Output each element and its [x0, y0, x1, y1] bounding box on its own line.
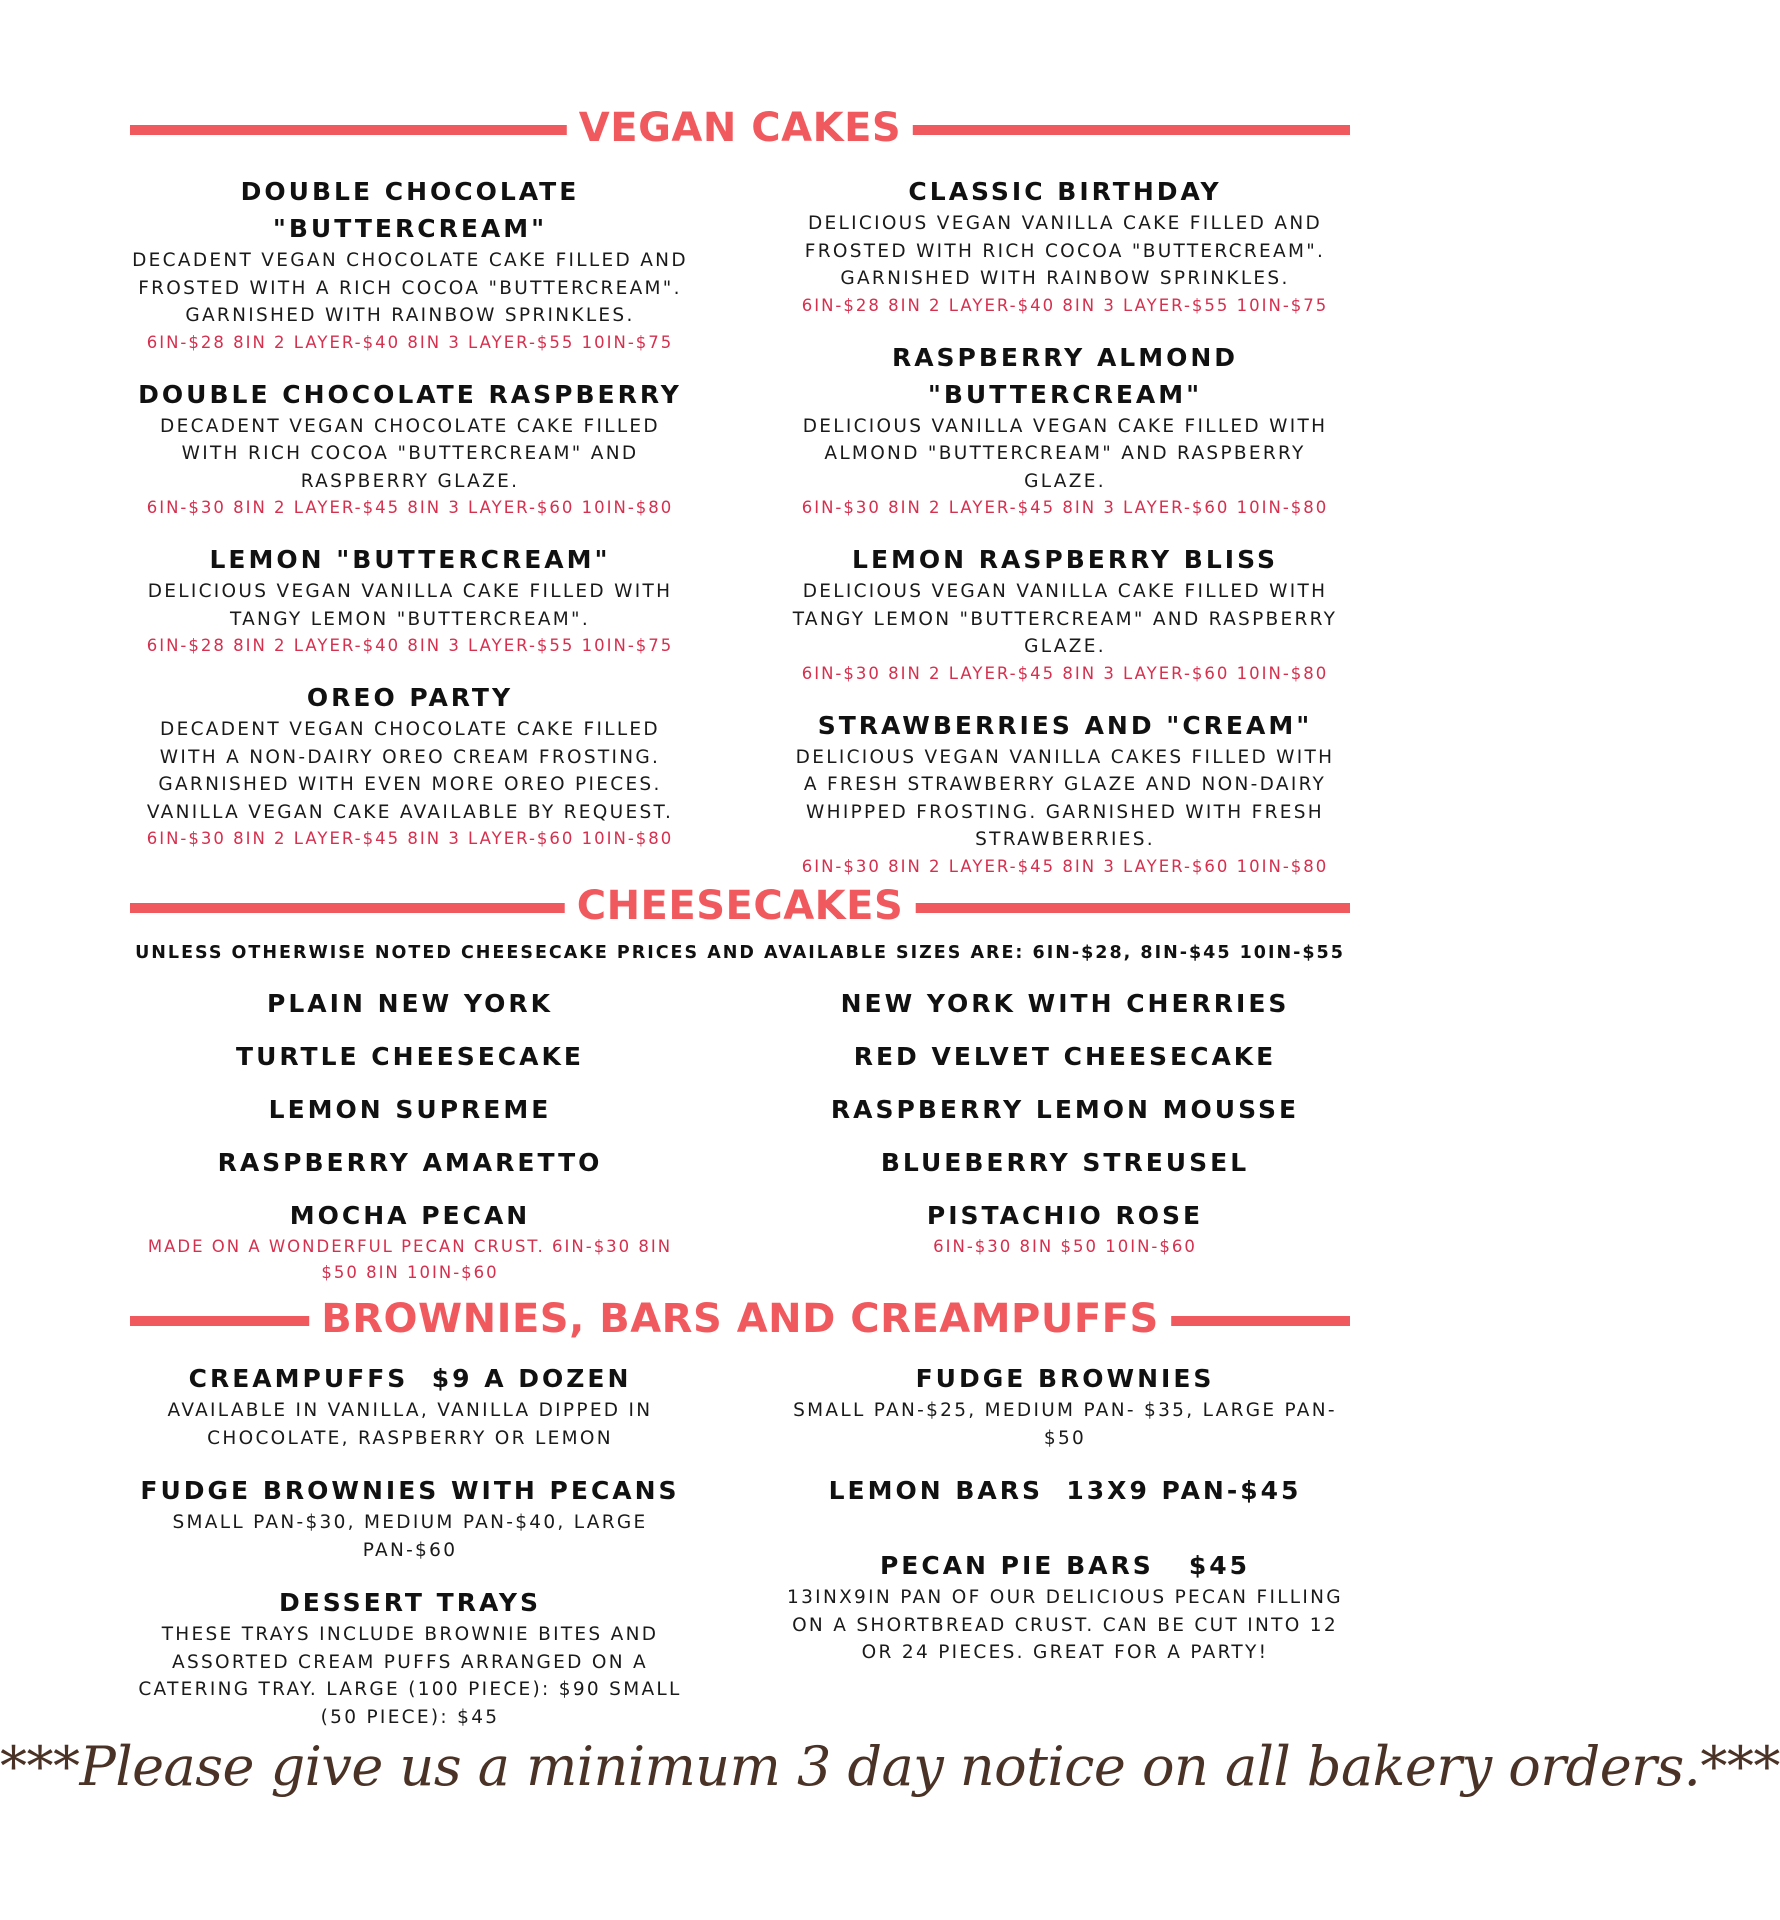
menu-item [785, 1360, 1345, 1452]
menu-item [785, 1547, 1345, 1667]
item-price: 6IN-$28 8IN 2 LAYER-$40 8IN 3 LAYER-$55 10IN-$75 [801, 295, 1329, 315]
item-description: DELICIOUS VEGAN VANILLA CAKE FILLED WITH TANGY LEMON "BUTTERCREAM" AND RASPBERRY GLAZE. [792, 581, 1338, 657]
item-name: PLAIN NEW YORK [267, 989, 553, 1018]
list-item [130, 1038, 690, 1091]
item-name: CLASSIC BIRTHDAY [908, 177, 1222, 206]
item-name: FUDGE BROWNIES [915, 1364, 1215, 1393]
menu-item [130, 1472, 690, 1564]
brownies-right-column [785, 1360, 1345, 1687]
item-name: TURTLE CHEESECAKE [236, 1042, 584, 1071]
item-price: 6IN-$30 8IN $50 10IN-$60 [933, 1237, 1197, 1256]
cheesecakes-right-column [785, 985, 1345, 1260]
item-price: 6IN-$28 8IN 2 LAYER-$40 8IN 3 LAYER-$55 10IN-$75 [146, 332, 674, 352]
list-item [130, 1091, 690, 1144]
brownies-left-column [130, 1360, 690, 1751]
item-description: DECADENT VEGAN CHOCOLATE CAKE FILLED AND FROSTED WITH A RICH COCOA "BUTTERCREAM". GARNISHED WITH RAINBOW SPRINKLES. [132, 250, 688, 326]
item-price: 6IN-$30 8IN 2 LAYER-$45 8IN 3 LAYER-$60 10IN-$80 [801, 498, 1329, 517]
section-header-cheesecakes [130, 876, 1350, 936]
order-notice: ***Please give us a minimum 3 day notice on all bakery orders.*** [0, 1735, 1780, 1798]
item-name: PISTACHIO ROSE [926, 1201, 1204, 1230]
item-price: 6IN-$28 8IN 2 LAYER-$40 8IN 3 LAYER-$55 10IN-$75 [146, 636, 674, 655]
item-name: MOCHA PECAN [289, 1201, 531, 1230]
list-item [130, 1197, 690, 1234]
menu-item [785, 541, 1345, 687]
menu-item [130, 1360, 690, 1452]
list-item [785, 1038, 1345, 1091]
item-description: THESE TRAYS INCLUDE BROWNIE BITES AND ASSORTED CREAM PUFFS ARRANGED ON A CATERING TRAY. LARGE (100 PIECE): $90 SMALL (50 PIECE): $45 [138, 1624, 682, 1728]
item-description: SMALL PAN-$25, MEDIUM PAN- $35, LARGE PAN- $50 [793, 1400, 1337, 1449]
item-name: PECAN PIE BARS $45 [879, 1551, 1251, 1580]
item-price: MADE ON A WONDERFUL PECAN CRUST. 6IN-$30 8IN $50 8IN 10IN-$60 [147, 1237, 673, 1282]
item-name: RASPBERRY AMARETTO [217, 1148, 603, 1177]
vegan-cakes-left-column [130, 173, 690, 872]
item-name: STRAWBERRIES AND "CREAM" [817, 710, 1313, 740]
menu-item [785, 1472, 1345, 1509]
menu-item [130, 173, 690, 356]
item-name: RED VELVET CHEESECAKE [853, 1042, 1277, 1071]
item-price: 6IN-$30 8IN 2 LAYER-$45 8IN 3 LAYER-$60 10IN-$80 [801, 856, 1329, 876]
list-item [130, 1144, 690, 1197]
item-name: OREO PARTY [306, 683, 514, 712]
menu-item [785, 707, 1345, 880]
cheesecake-list [785, 985, 1345, 1234]
menu-item [130, 679, 690, 852]
list-item [785, 1091, 1345, 1144]
section-header-vegan-cakes [130, 98, 1350, 158]
section-title: BROWNIES, BARS AND CREAMPUFFS [309, 1289, 1171, 1349]
list-item [785, 1197, 1345, 1234]
menu-item [130, 541, 690, 659]
item-description: DECADENT VEGAN CHOCOLATE CAKE FILLED WITH A NON-DAIRY OREO CREAM FROSTING. GARNISHED WITH EVEN MORE OREO PIECES. VANILLA VEGAN CAKE AVAILABLE BY REQUEST. [146, 719, 674, 823]
item-description: DELICIOUS VEGAN VANILLA CAKE FILLED AND FROSTED WITH RICH COCOA "BUTTERCREAM". GARNISHED WITH RAINBOW SPRINKLES. [804, 213, 1326, 289]
item-description: AVAILABLE IN VANILLA, VANILLA DIPPED IN CHOCOLATE, RASPBERRY OR LEMON [167, 1400, 653, 1449]
cheesecake-list [130, 985, 690, 1234]
item-description: 13INX9IN PAN OF OUR DELICIOUS PECAN FILLING ON A SHORTBREAD CRUST. CAN BE CUT INTO 12 OR 24 PIECES. GREAT FOR A PARTY! [787, 1587, 1343, 1663]
item-name: RASPBERRY ALMOND "BUTTERCREAM" [891, 342, 1239, 409]
item-name: CREAMPUFFS $9 A DOZEN [188, 1364, 632, 1393]
item-name: RASPBERRY LEMON MOUSSE [830, 1095, 1300, 1124]
item-price: 6IN-$30 8IN 2 LAYER-$45 8IN 3 LAYER-$60 10IN-$80 [146, 829, 674, 848]
item-name: LEMON SUPREME [268, 1095, 552, 1124]
item-price: 6IN-$30 8IN 2 LAYER-$45 8IN 3 LAYER-$60 10IN-$80 [801, 663, 1329, 683]
list-item [785, 985, 1345, 1038]
menu-item [785, 173, 1345, 319]
item-name: DESSERT TRAYS [278, 1588, 542, 1617]
list-item [785, 1144, 1345, 1197]
item-name: LEMON BARS 13X9 PAN-$45 [828, 1476, 1302, 1505]
item-description: DELICIOUS VEGAN VANILLA CAKE FILLED WITH TANGY LEMON "BUTTERCREAM". [147, 581, 673, 630]
item-description: DELICIOUS VANILLA VEGAN CAKE FILLED WITH ALMOND "BUTTERCREAM" AND RASPBERRY GLAZE. [802, 415, 1328, 492]
item-description: SMALL PAN-$30, MEDIUM PAN-$40, LARGE PAN-$60 [172, 1512, 648, 1561]
item-description: DELICIOUS VEGAN VANILLA CAKES FILLED WITH A FRESH STRAWBERRY GLAZE AND NON-DAIRY WHIPPED FROSTING. GARNISHED WITH FRESH STRAWBERRIES. [795, 746, 1335, 850]
cheesecake-pricing-note: UNLESS OTHERWISE NOTED CHEESECAKE PRICES AND AVAILABLE SIZES ARE: 6IN-$28, 8IN-$45 10IN-$55 [135, 943, 1345, 963]
list-item [130, 985, 690, 1038]
section-title: CHEESECAKES [565, 876, 916, 936]
cheesecakes-left-column [130, 985, 690, 1286]
section-title: VEGAN CAKES [567, 98, 913, 158]
item-name: NEW YORK WITH CHERRIES [840, 989, 1290, 1018]
item-name: DOUBLE CHOCOLATE "BUTTERCREAM" [240, 177, 580, 243]
item-name: LEMON RASPBERRY BLISS [852, 545, 1278, 574]
item-price: 6IN-$30 8IN 2 LAYER-$45 8IN 3 LAYER-$60 10IN-$80 [146, 498, 674, 517]
item-name: LEMON "BUTTERCREAM" [209, 545, 611, 574]
item-description: DECADENT VEGAN CHOCOLATE CAKE FILLED WITH RICH COCOA "BUTTERCREAM" AND RASPBERRY GLAZE. [160, 415, 660, 492]
item-name: BLUEBERRY STREUSEL [880, 1148, 1250, 1177]
section-header-brownies [130, 1289, 1350, 1349]
menu-item [785, 339, 1345, 522]
menu-item [130, 1584, 690, 1731]
item-name: DOUBLE CHOCOLATE RASPBERRY [138, 379, 682, 409]
item-name: FUDGE BROWNIES WITH PECANS [140, 1476, 680, 1505]
vegan-cakes-right-column [785, 173, 1345, 900]
menu-item [130, 376, 690, 522]
